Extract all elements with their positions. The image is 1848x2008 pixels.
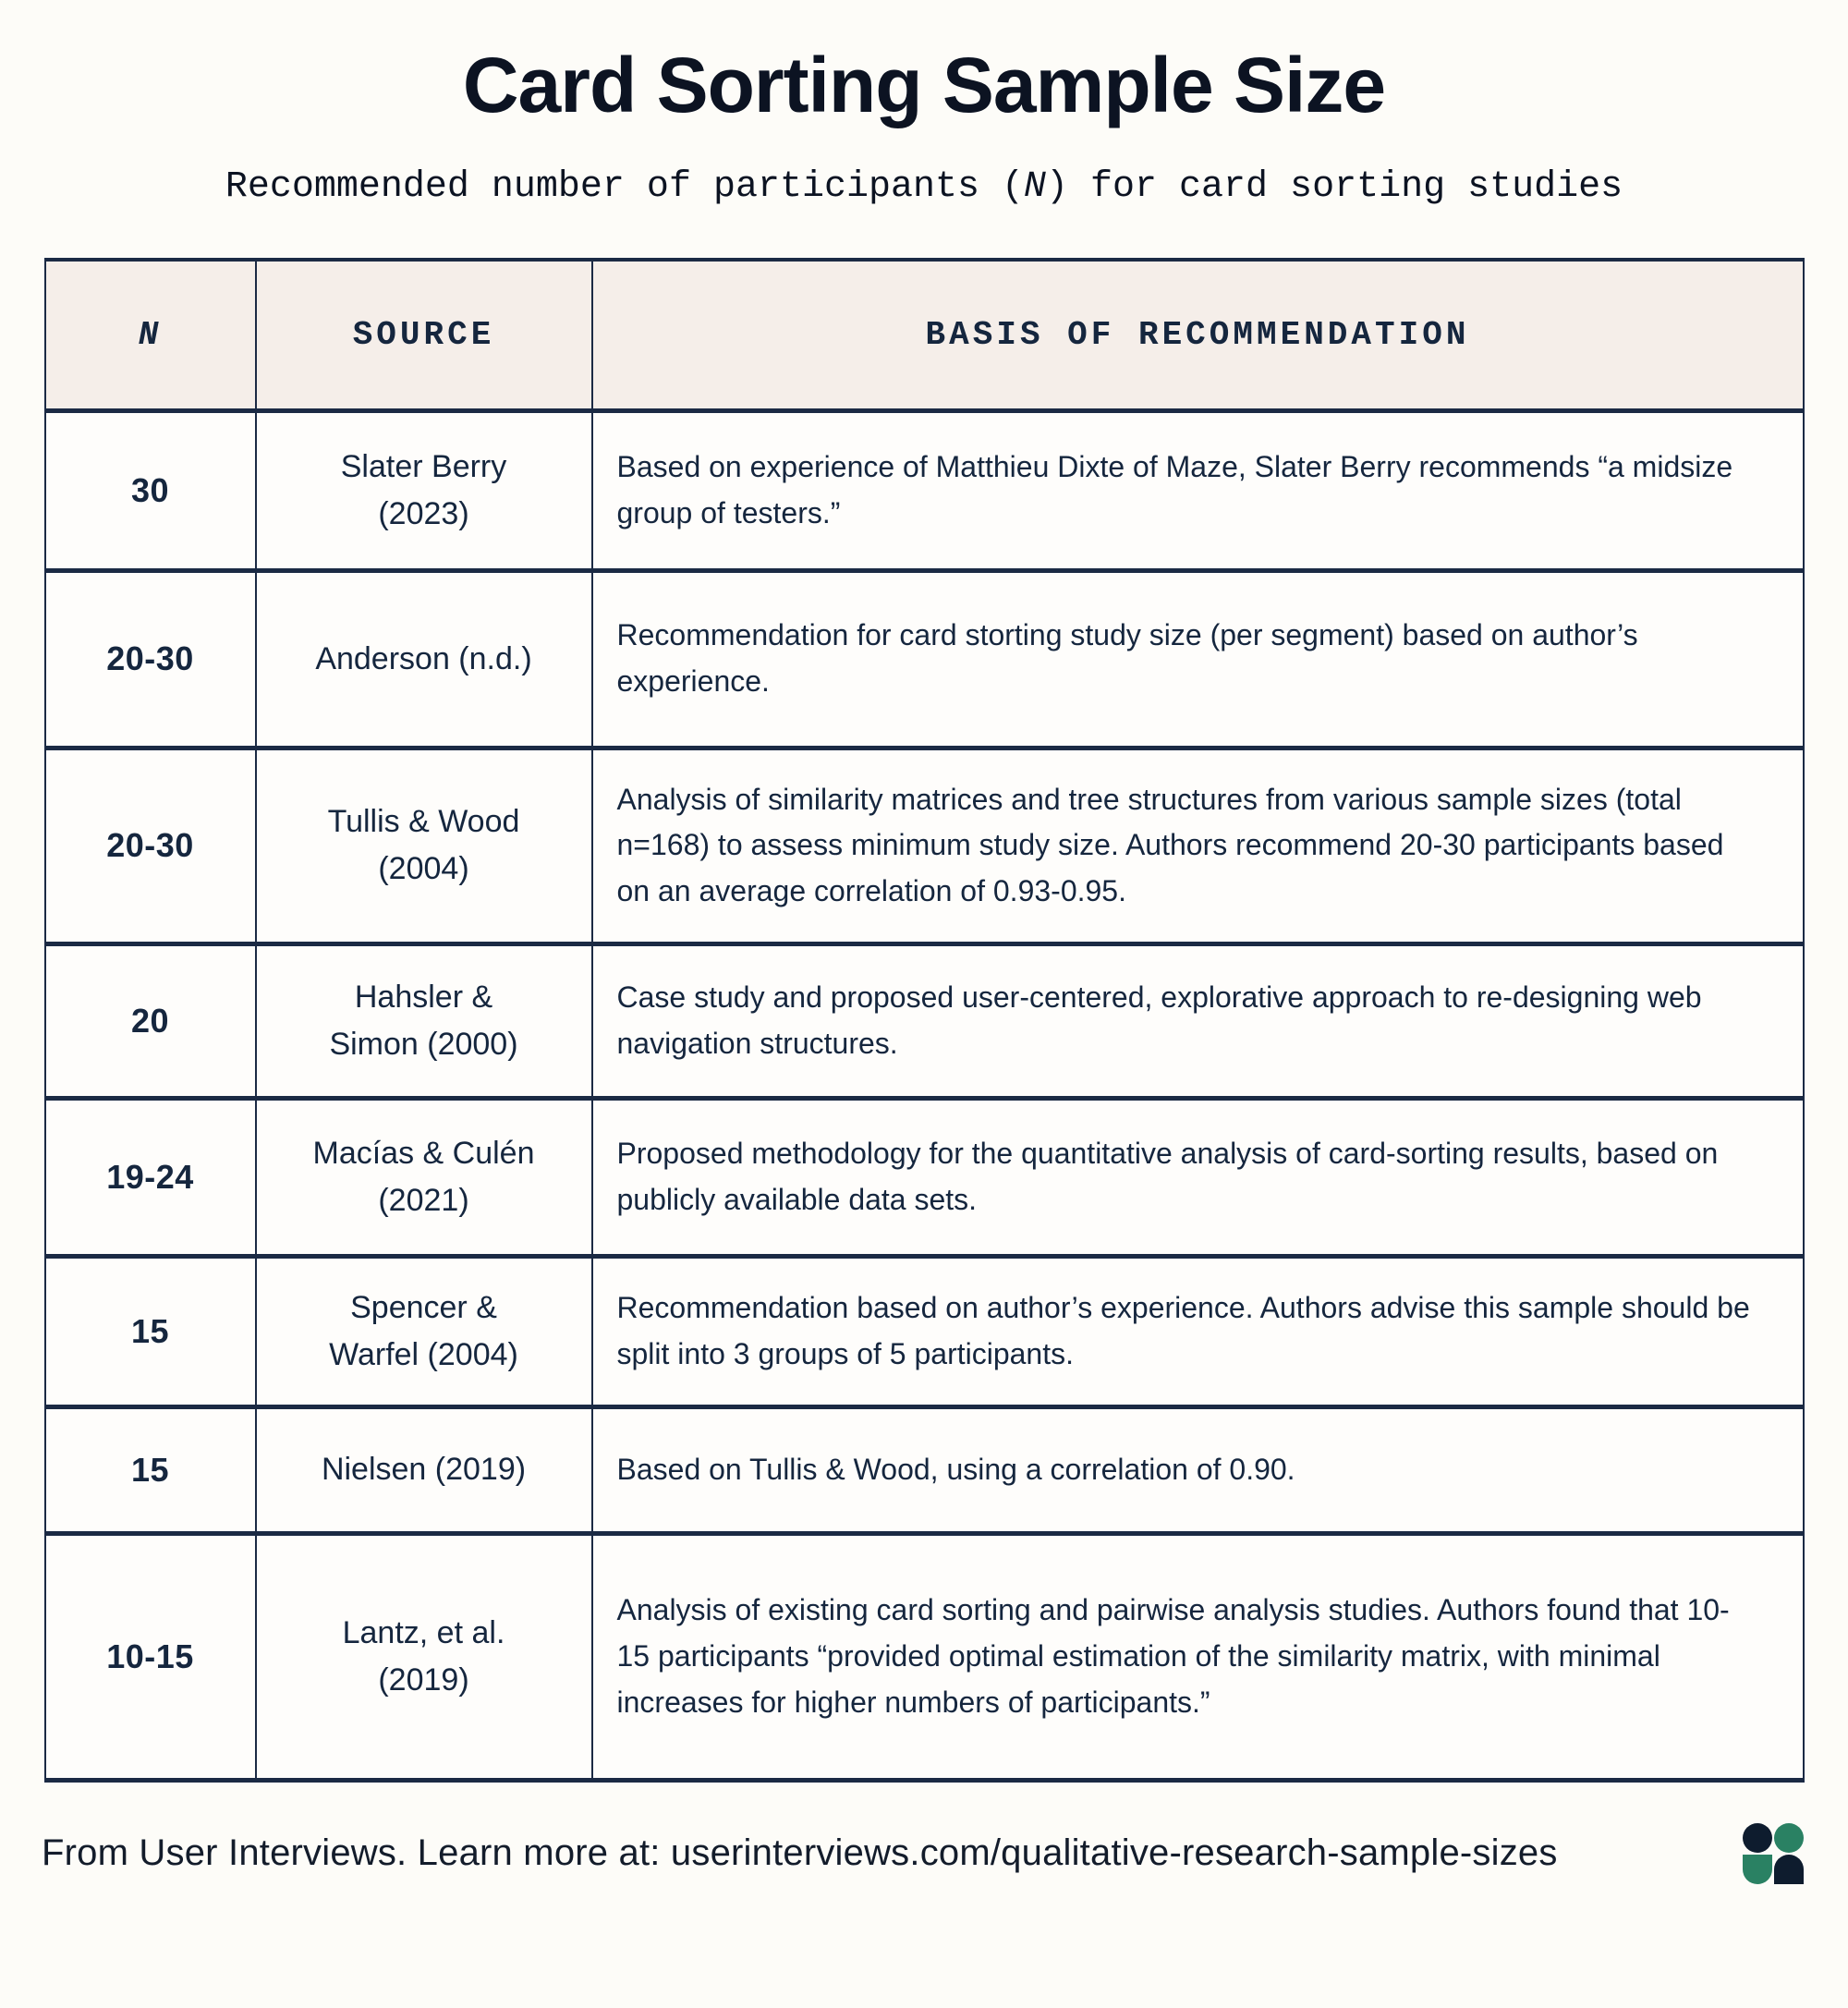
source-line: Nielsen (2019) <box>321 1452 527 1488</box>
basis-value: Case study and proposed user-centered, explorative approach to re-designing web navigation structures. <box>592 943 1804 1098</box>
source-line: Tullis & Wood <box>327 804 520 840</box>
source-value <box>256 1098 592 1256</box>
source-line: Spencer & <box>350 1289 497 1325</box>
n-value: 19-24 <box>45 1098 256 1256</box>
source-value <box>256 1406 592 1533</box>
sample-size-table <box>44 258 1805 1783</box>
basis-value: Based on Tullis & Wood, using a correlation of 0.90. <box>592 1406 1804 1533</box>
source-line: Lantz, et al. <box>342 1614 505 1650</box>
subtitle-prefix: Recommended number of participants ( <box>225 166 1024 209</box>
subtitle-n-symbol: N <box>1024 166 1047 209</box>
source-value <box>256 943 592 1098</box>
n-value: 20 <box>45 943 256 1098</box>
basis-value: Analysis of existing card sorting and pairwise analysis studies. Authors found that 10-15 participants “provided optimal estimation of the similarity matrix, with minimal increases for higher numbers of participants.” <box>592 1533 1804 1780</box>
footer-attribution: From User Interviews. Learn more at: userinterviews.com/qualitative-research-sample-sizes <box>42 1832 1558 1874</box>
basis-value: Recommendation for card storting study size (per segment) based on author’s experience. <box>592 570 1804 748</box>
source-value <box>256 410 592 570</box>
n-value: 15 <box>45 1406 256 1533</box>
basis-value: Analysis of similarity matrices and tree structures from various sample sizes (total n=168) to assess minimum study size. Authors recommend 20-30 participants based on an average correlation of 0.93-0.95. <box>592 748 1804 943</box>
n-value: 15 <box>45 1256 256 1406</box>
source-value <box>256 1533 592 1780</box>
table-row <box>45 1533 1804 1780</box>
page-subtitle <box>0 166 1848 208</box>
page-title: Card Sorting Sample Size <box>462 42 1386 128</box>
basis-value: Proposed methodology for the quantitative analysis of card-sorting results, based on publicly available data sets. <box>592 1098 1804 1256</box>
n-value: 20-30 <box>45 570 256 748</box>
source-value <box>256 570 592 748</box>
table-row <box>45 570 1804 748</box>
column-header-source: SOURCE <box>256 260 592 410</box>
source-value <box>256 1256 592 1406</box>
source-line: Hahsler & <box>354 979 493 1015</box>
logo-green-u-shape <box>1743 1855 1772 1884</box>
source-line: Anderson (n.d.) <box>315 640 532 676</box>
source-value <box>256 748 592 943</box>
source-line: (2019) <box>378 1661 469 1698</box>
logo-navy-circle <box>1743 1823 1772 1853</box>
source-line: (2023) <box>378 495 469 531</box>
source-line: (2004) <box>378 851 469 887</box>
subtitle-suffix: ) for card sorting studies <box>1046 166 1623 209</box>
table-row <box>45 748 1804 943</box>
table-row <box>45 410 1804 570</box>
table-row <box>45 1256 1804 1406</box>
source-line: Slater Berry <box>340 448 507 484</box>
table-row <box>45 943 1804 1098</box>
n-value: 30 <box>45 410 256 570</box>
user-interviews-logo <box>1743 1823 1804 1884</box>
card-sorting-infographic <box>0 43 1848 2008</box>
source-line: Warfel (2004) <box>329 1336 518 1372</box>
table-row <box>45 1406 1804 1533</box>
basis-value: Based on experience of Matthieu Dixte of Maze, Slater Berry recommends “a midsize group of testers.” <box>592 410 1804 570</box>
source-line: (2021) <box>378 1182 469 1218</box>
table-header-row <box>45 260 1804 410</box>
basis-value: Recommendation based on author’s experience. Authors advise this sample should be split into 3 groups of 5 participants. <box>592 1256 1804 1406</box>
n-value: 20-30 <box>45 748 256 943</box>
source-line: Simon (2000) <box>329 1026 518 1062</box>
footer <box>0 1823 1848 1884</box>
column-header-basis: BASIS OF RECOMMENDATION <box>592 260 1804 410</box>
n-value: 10-15 <box>45 1533 256 1780</box>
source-line: Macías & Culén <box>312 1135 535 1171</box>
logo-green-circle <box>1774 1823 1804 1853</box>
column-header-n: N <box>45 260 256 410</box>
logo-navy-dome-shape <box>1774 1855 1804 1884</box>
table-row <box>45 1098 1804 1256</box>
